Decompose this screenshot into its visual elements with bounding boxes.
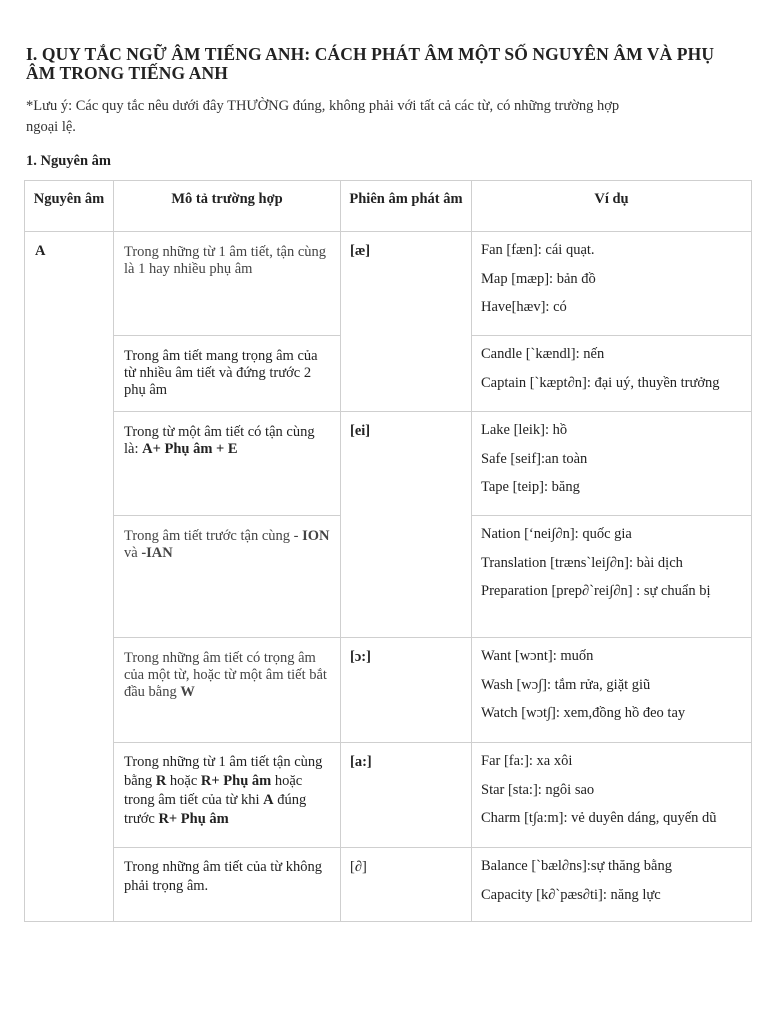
example-item: Want [wɔnt]: muốn — [481, 648, 594, 664]
phonetic-cell: [∂] — [341, 848, 472, 922]
example-item: Lake [leik]: hồ — [481, 422, 568, 438]
description-cell: Trong những âm tiết của từ không phải trọng âm. — [114, 848, 341, 922]
header-description: Mô tả trường hợp — [114, 181, 341, 232]
example-item: Captain [`kæpt∂n]: đại uý, thuyền trưởng — [481, 374, 720, 391]
description-cell: Trong những từ 1 âm tiết tận cùng bằng R hoặc R+ Phụ âm hoặc trong âm tiết của từ khi A đúng trước R+ Phụ âm — [114, 743, 341, 848]
header-example: Ví dụ — [472, 181, 752, 232]
example-item: Fan [fæn]: cái quạt. — [481, 242, 595, 258]
table-row — [25, 412, 752, 516]
table-header-row — [25, 181, 752, 232]
table-row — [25, 638, 752, 743]
example-item: Candle [`kændl]: nến — [481, 346, 605, 362]
example-item: Star [sta:]: ngôi sao — [481, 781, 595, 798]
page-title: I. QUY TẮC NGỮ ÂM TIẾNG ANH: CÁCH PHÁT ÂM MỘT SỐ NGUYÊN ÂM VÀ PHỤ ÂM TRONG TIẾNG ANH — [26, 44, 715, 83]
phonetic-cell: [ɔ:] — [341, 638, 472, 743]
description-cell: Trong âm tiết mang trọng âm của từ nhiều âm tiết và đứng trước 2 phụ âm — [114, 336, 341, 412]
table-row — [25, 743, 752, 848]
vowel-cell: A — [25, 232, 114, 922]
example-item: Translation [træns`lei∫∂n]: bài dịch — [481, 554, 683, 571]
example-item: Safe [seif]:an toàn — [481, 450, 588, 467]
table-row — [25, 232, 752, 336]
example-cell — [472, 848, 752, 922]
phonetic-cell: [a:] — [341, 743, 472, 848]
example-item: Balance [`bæl∂ns]:sự thăng bằng — [481, 858, 672, 874]
example-item: Map [mæp]: bản đồ — [481, 270, 596, 287]
example-cell — [472, 743, 752, 848]
vowel-rules-table — [24, 180, 752, 922]
example-item: Preparation [prep∂`rei∫∂n] : sự chuẩn bị — [481, 583, 711, 599]
section-title: 1. Nguyên âm — [26, 153, 111, 169]
example-item: Nation [‘nei∫∂n]: quốc gia — [481, 526, 632, 542]
example-cell — [472, 232, 752, 336]
description-cell: Trong những từ 1 âm tiết, tận cùng là 1 hay nhiều phụ âm — [114, 232, 341, 336]
description-cell: Trong âm tiết trước tận cùng - ION và -IAN — [114, 516, 341, 638]
note-text: *Lưu ý: Các quy tắc nêu dưới đây THƯỜNG đúng, không phải với tất cả các từ, có những trường hợp ngoại lệ. — [26, 98, 620, 135]
header-phonetic: Phiên âm phát âm — [341, 181, 472, 232]
example-item: Capacity [k∂`pæs∂ti]: năng lực — [481, 886, 661, 903]
example-cell — [472, 516, 752, 638]
example-cell — [472, 336, 752, 412]
example-cell — [472, 638, 752, 743]
example-item: Have[hæv]: có — [481, 299, 567, 315]
phonetic-cell: [æ] — [341, 232, 472, 412]
header-vowel: Nguyên âm — [25, 181, 114, 232]
example-item: Tape [teip]: băng — [481, 479, 580, 495]
example-item: Watch [wɔt∫]: xem,đồng hồ đeo tay — [481, 705, 686, 721]
phonetic-cell: [ei] — [341, 412, 472, 638]
description-cell: Trong từ một âm tiết có tận cùng là: A+ Phụ âm + E — [114, 412, 341, 516]
example-cell — [472, 412, 752, 516]
example-item: Charm [t∫a:m]: vẻ duyên dáng, quyến dũ — [481, 810, 717, 826]
example-item: Far [fa:]: xa xôi — [481, 753, 573, 769]
example-item: Wash [wɔ∫]: tắm rửa, giặt giũ — [481, 676, 651, 693]
description-cell: Trong những âm tiết có trọng âm của một từ, hoặc từ một âm tiết bắt đầu bằng W — [114, 638, 341, 743]
table-row — [25, 848, 752, 922]
